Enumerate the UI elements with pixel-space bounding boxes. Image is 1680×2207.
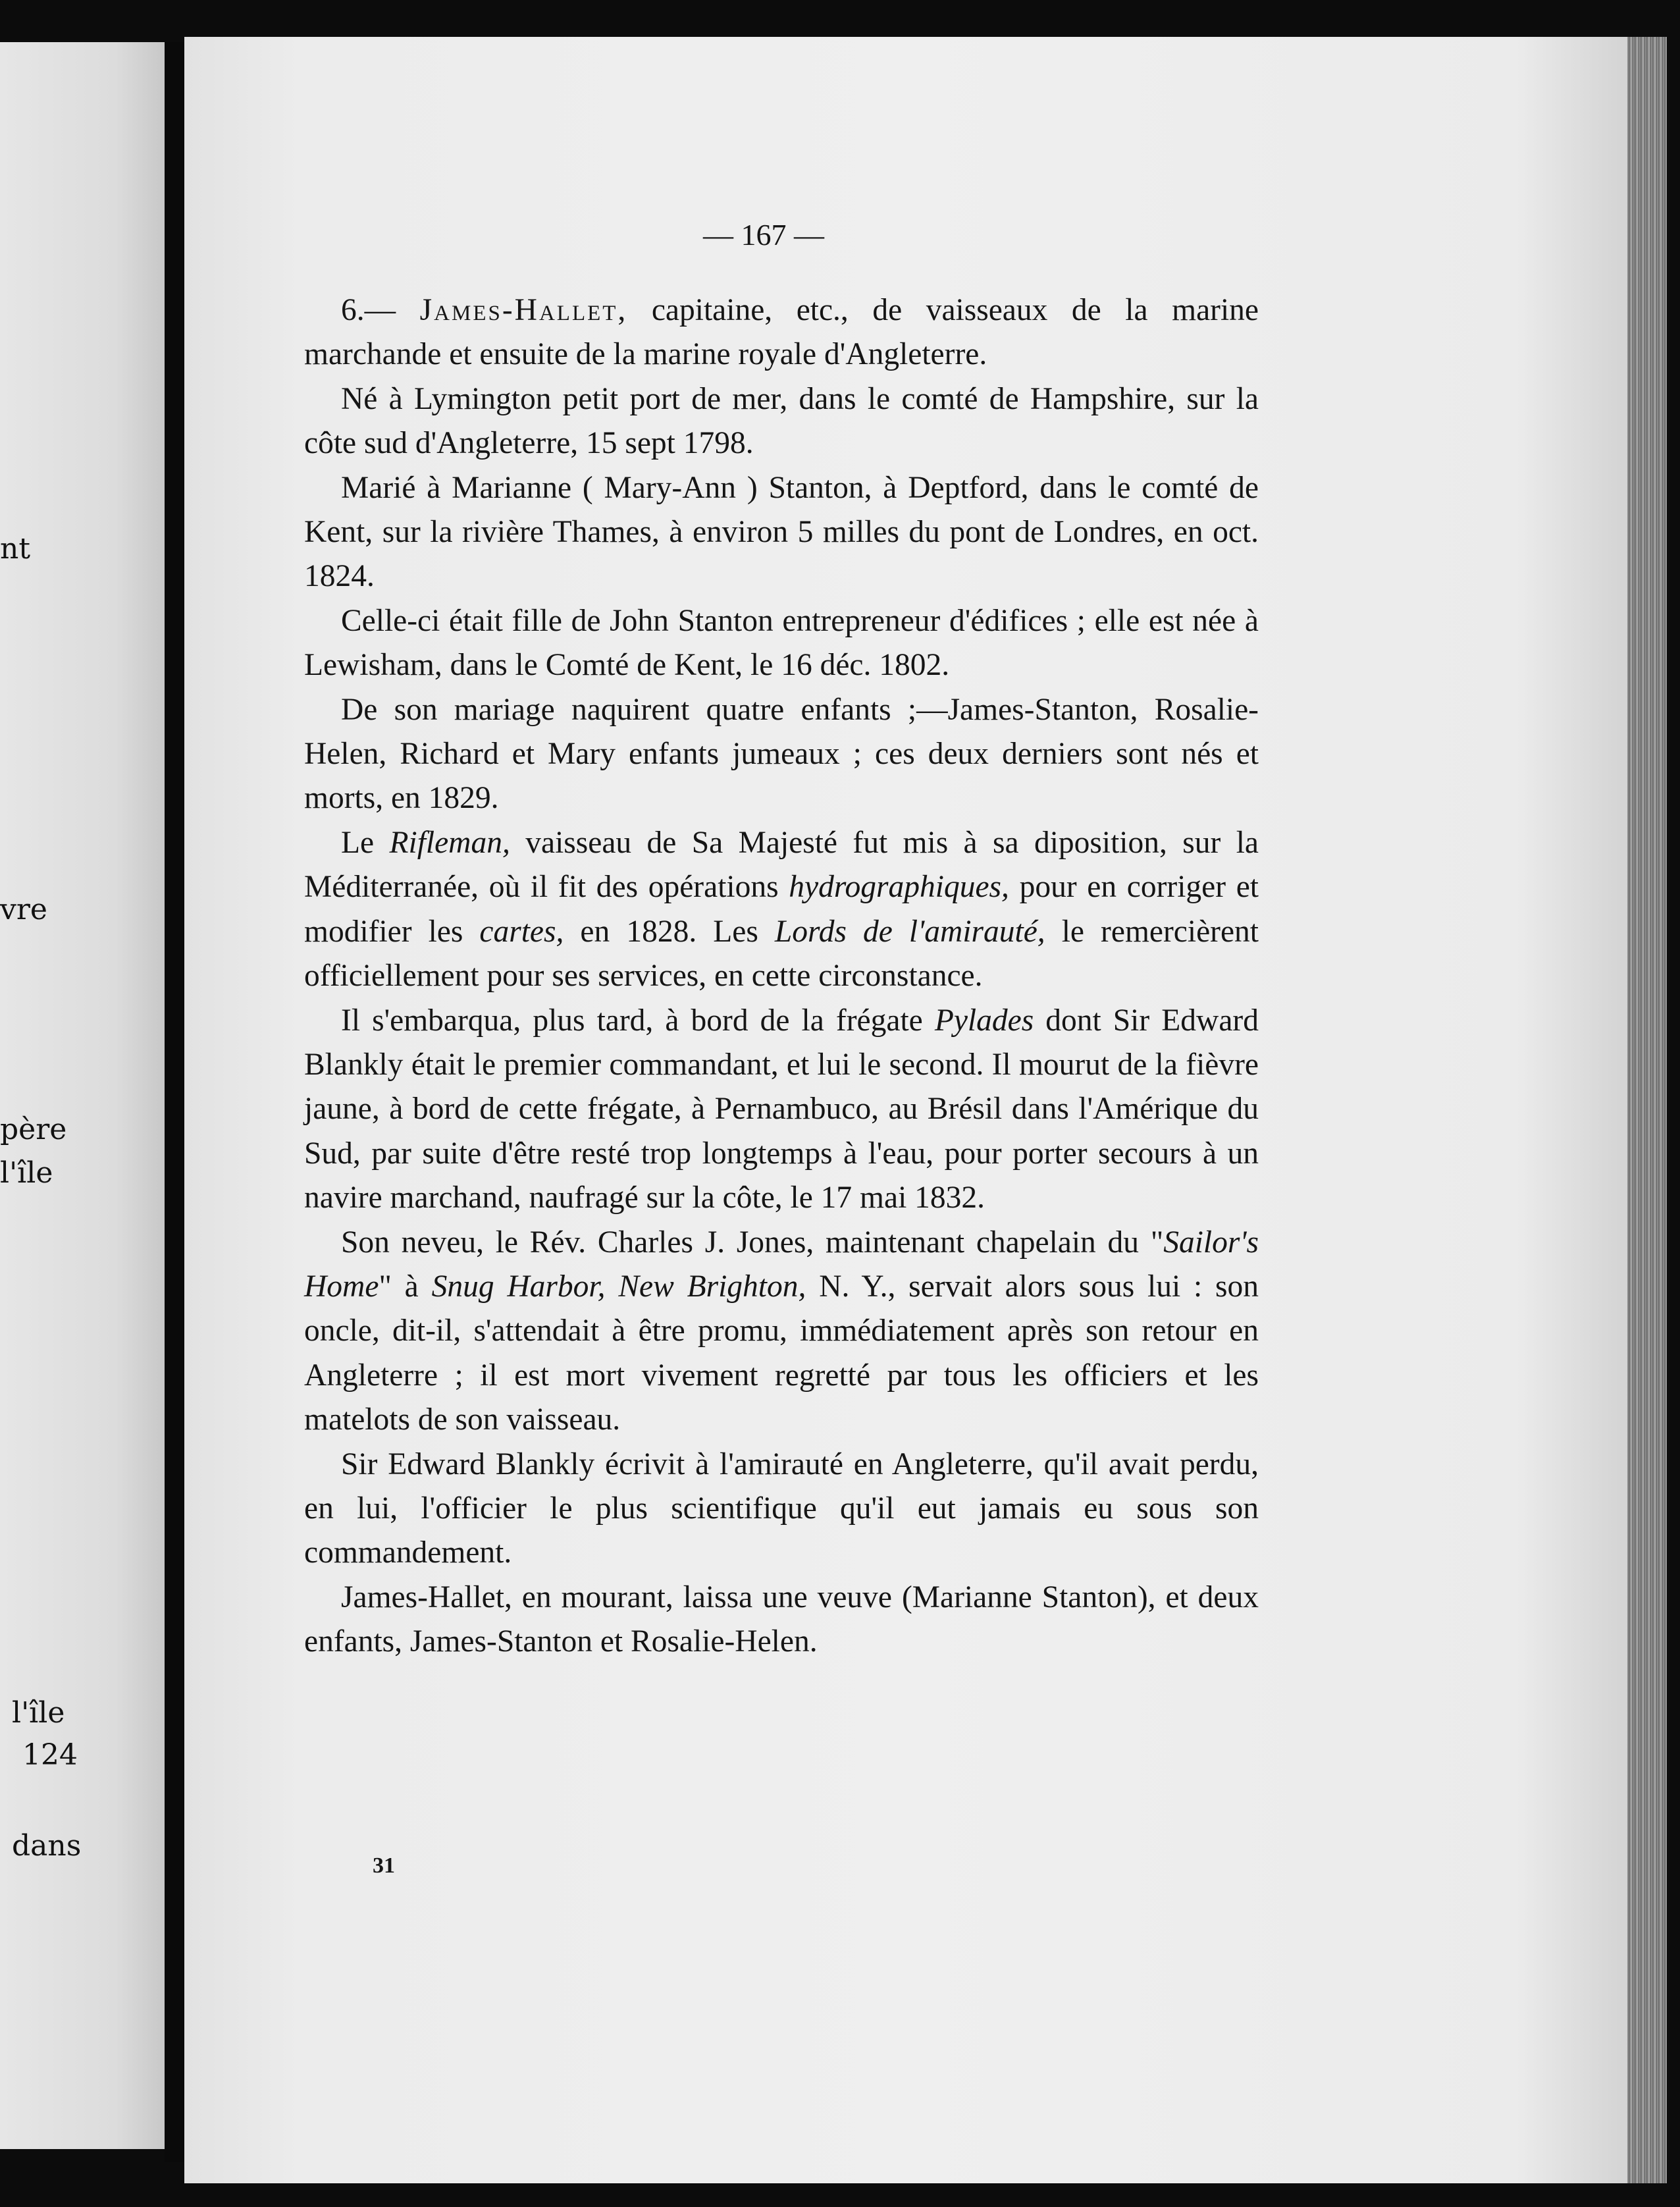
paragraph-2: Né à Lymington petit port de mer, dans le comté de Hampshire, sur la côte sud d'Angleterre, 15 sept 1798. xyxy=(304,381,1259,461)
page-number: — 167 — xyxy=(703,218,824,252)
left-fragment-ile-2: l'île xyxy=(12,1696,65,1730)
ship-name-rifleman: Rifleman, xyxy=(389,825,510,860)
left-facing-page xyxy=(0,42,165,2149)
paragraph-8: Son neveu, le Rév. Charles J. Jones, maintenant chapelain du "Sailor's Home" à Snug Harbor, New Brighton, N. Y., servait alors sous lui : son oncle, dit-il, s'attendait à être promu, immédiatement après son retour en Angleterre ; il est mort vivement regretté par tous les officiers et les matelots de son vaisseau. xyxy=(304,1225,1259,1437)
left-fragment-vre: vre xyxy=(0,893,47,926)
left-fragment-nt: nt xyxy=(0,532,31,566)
left-fragment-pere: père xyxy=(0,1113,67,1146)
paragraph-6: Le Rifleman, vaisseau de Sa Majesté fut mis à sa diposition, sur la Méditerranée, où il fit des opérations hydrographiques, pour en corriger et modifier les cartes, en 1828. Les Lords de l'amirauté, le remercièrent officiellement pour ses services, en cette circonstance. xyxy=(304,825,1259,994)
binding-gutter xyxy=(165,42,184,2162)
left-fragment-124: 124 xyxy=(22,1738,78,1772)
signature-mark: 31 xyxy=(373,1853,395,1878)
ship-name-pylades: Pylades xyxy=(934,1003,1034,1038)
page-edge xyxy=(1627,37,1667,2183)
left-fragment-dans: dans xyxy=(12,1829,82,1863)
page-text xyxy=(304,224,1259,1664)
paragraph-9: Sir Edward Blankly écrivit à l'amirauté en Angleterre, qu'il avait perdu, en lui, l'officier le plus scientifique qu'il eut jamais eu sous son commandement. xyxy=(304,1447,1259,1570)
paragraph-3: Marié à Marianne ( Mary-Ann ) Stanton, à Deptford, dans le comté de Kent, sur la rivière Thames, à environ 5 milles du pont de Londres, en oct. 1824. xyxy=(304,470,1259,594)
left-fragment-ile-1: l'île xyxy=(0,1156,53,1190)
paragraph-10: James-Hallet, en mourant, laissa une veuve (Marianne Stanton), et deux enfants, James-Stanton et Rosalie-Helen. xyxy=(304,1580,1259,1659)
paragraph-7: Il s'embarqua, plus tard, à bord de la frégate Pylades dont Sir Edward Blankly était le premier commandant, et lui le second. Il mourut de la fièvre jaune, à bord de cette frégate, à Pernambuco, au Brésil dans l'Amérique du Sud, par suite d'être resté trop longtemps à l'eau, pour porter secours à un navire marchand, naufragé sur la côte, le 17 mai 1832. xyxy=(304,1003,1259,1215)
paragraph-4: Celle-ci était fille de John Stanton entrepreneur d'édifices ; elle est née à Lewisham, dans le Comté de Kent, le 16 déc. 1802. xyxy=(304,603,1259,683)
paragraph-1: 6.— James-Hallet, capitaine, etc., de vaisseaux de la marine marchande et ensuite de la marine royale d'Angleterre. xyxy=(304,293,1259,372)
subject-name: James-Hallet, xyxy=(419,293,628,327)
paragraph-5: De son mariage naquirent quatre enfants ;—James-Stanton, Rosalie-Helen, Richard et Mary enfants jumeaux ; ces deux derniers sont nés et morts, en 1829. xyxy=(304,692,1259,816)
